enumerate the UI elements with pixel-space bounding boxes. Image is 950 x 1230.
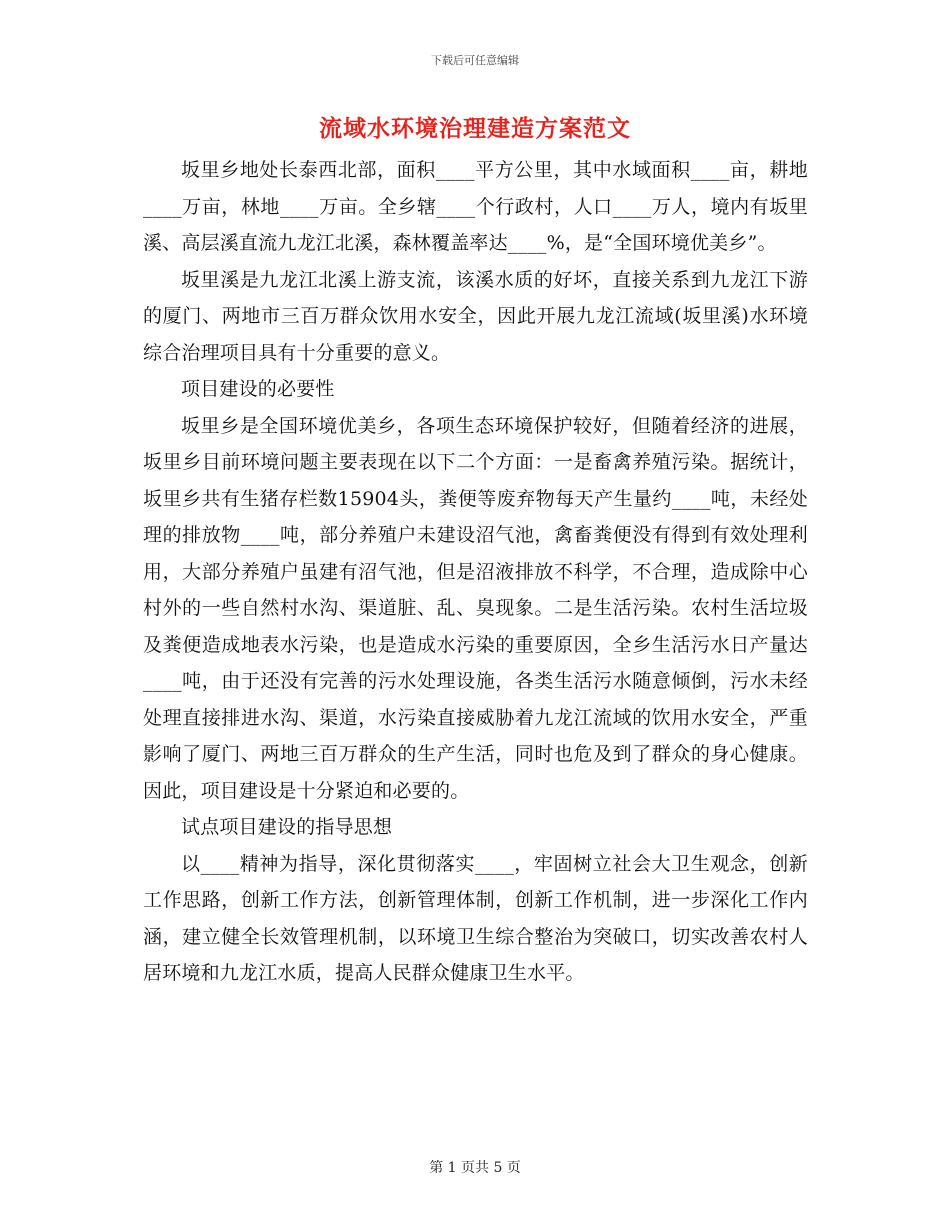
paragraph-significance: 坂里溪是九龙江北溪上游支流，该溪水质的好坏，直接关系到九龙江下游的厦门、两地市三百万群众饮用水安全，因此开展九龙江流域(坂里溪)水环境综合治理项目具有十分重要的意义。 [143, 268, 808, 364]
page-header-note: 下载后可任意编辑 [431, 54, 519, 67]
document-title: 流域水环境治理建造方案范文 [319, 115, 631, 142]
paragraph-necessity: 坂里乡是全国环境优美乡，各项生态环境保护较好，但随着经济的进展，坂里乡目前环境问题主要表现在以下二个方面：一是畜禽养殖污染。据统计，坂里乡共有生猪存栏数15904头，粪便等废弃物每天产生量约____吨，未经处理的排放物____吨，部分养殖户未建设沼气池，禽畜粪便没有得到有效处理利用，大部分养殖户虽建有沼气池，但是沼液排放不科学，不合理，造成除中心村外的一些自然村水沟、渠道脏、乱、臭现象。二是生活污染。农村生活垃圾及粪便造成地表水污染，也是造成水污染的重要原因，全乡生活污水日产量达____吨，由于还没有完善的污水处理设施，各类生活污水随意倾倒，污水未经处理直接排进水沟、渠道，水污染直接威胁着九龙江流域的饮用水安全，严重影响了厦门、两地三百万群众的生产生活，同时也危及到了群众的身心健康。因此，项目建设是十分紧迫和必要的。 [143, 414, 808, 802]
section-heading-necessity: 项目建设的必要性 [181, 378, 335, 400]
paragraph-overview: 坂里乡地处长泰西北部，面积____平方公里，其中水域面积____亩，耕地____万亩，林地____万亩。全乡辖____个行政村，人口____万人，境内有坂里溪、高层溪直流九龙江北溪，森林覆盖率达____%，是“全国环境优美乡”。 [143, 159, 808, 254]
document-body [143, 152, 808, 992]
page-footer-number: 第 1 页共 5 页 [429, 1160, 521, 1176]
paragraph-guiding-ideology: 以____精神为指导，深化贯彻落实____，牢固树立社会大卫生观念，创新工作思路，创新工作方法，创新管理体制，创新工作机制，进一步深化工作内涵，建立健全长效管理机制，以环境卫生综合整治为突破口，切实改善农村人居环境和九龙江水质，提高人民群众健康卫生水平。 [143, 852, 808, 984]
section-heading-guiding-ideology: 试点项目建设的指导思想 [181, 816, 393, 838]
